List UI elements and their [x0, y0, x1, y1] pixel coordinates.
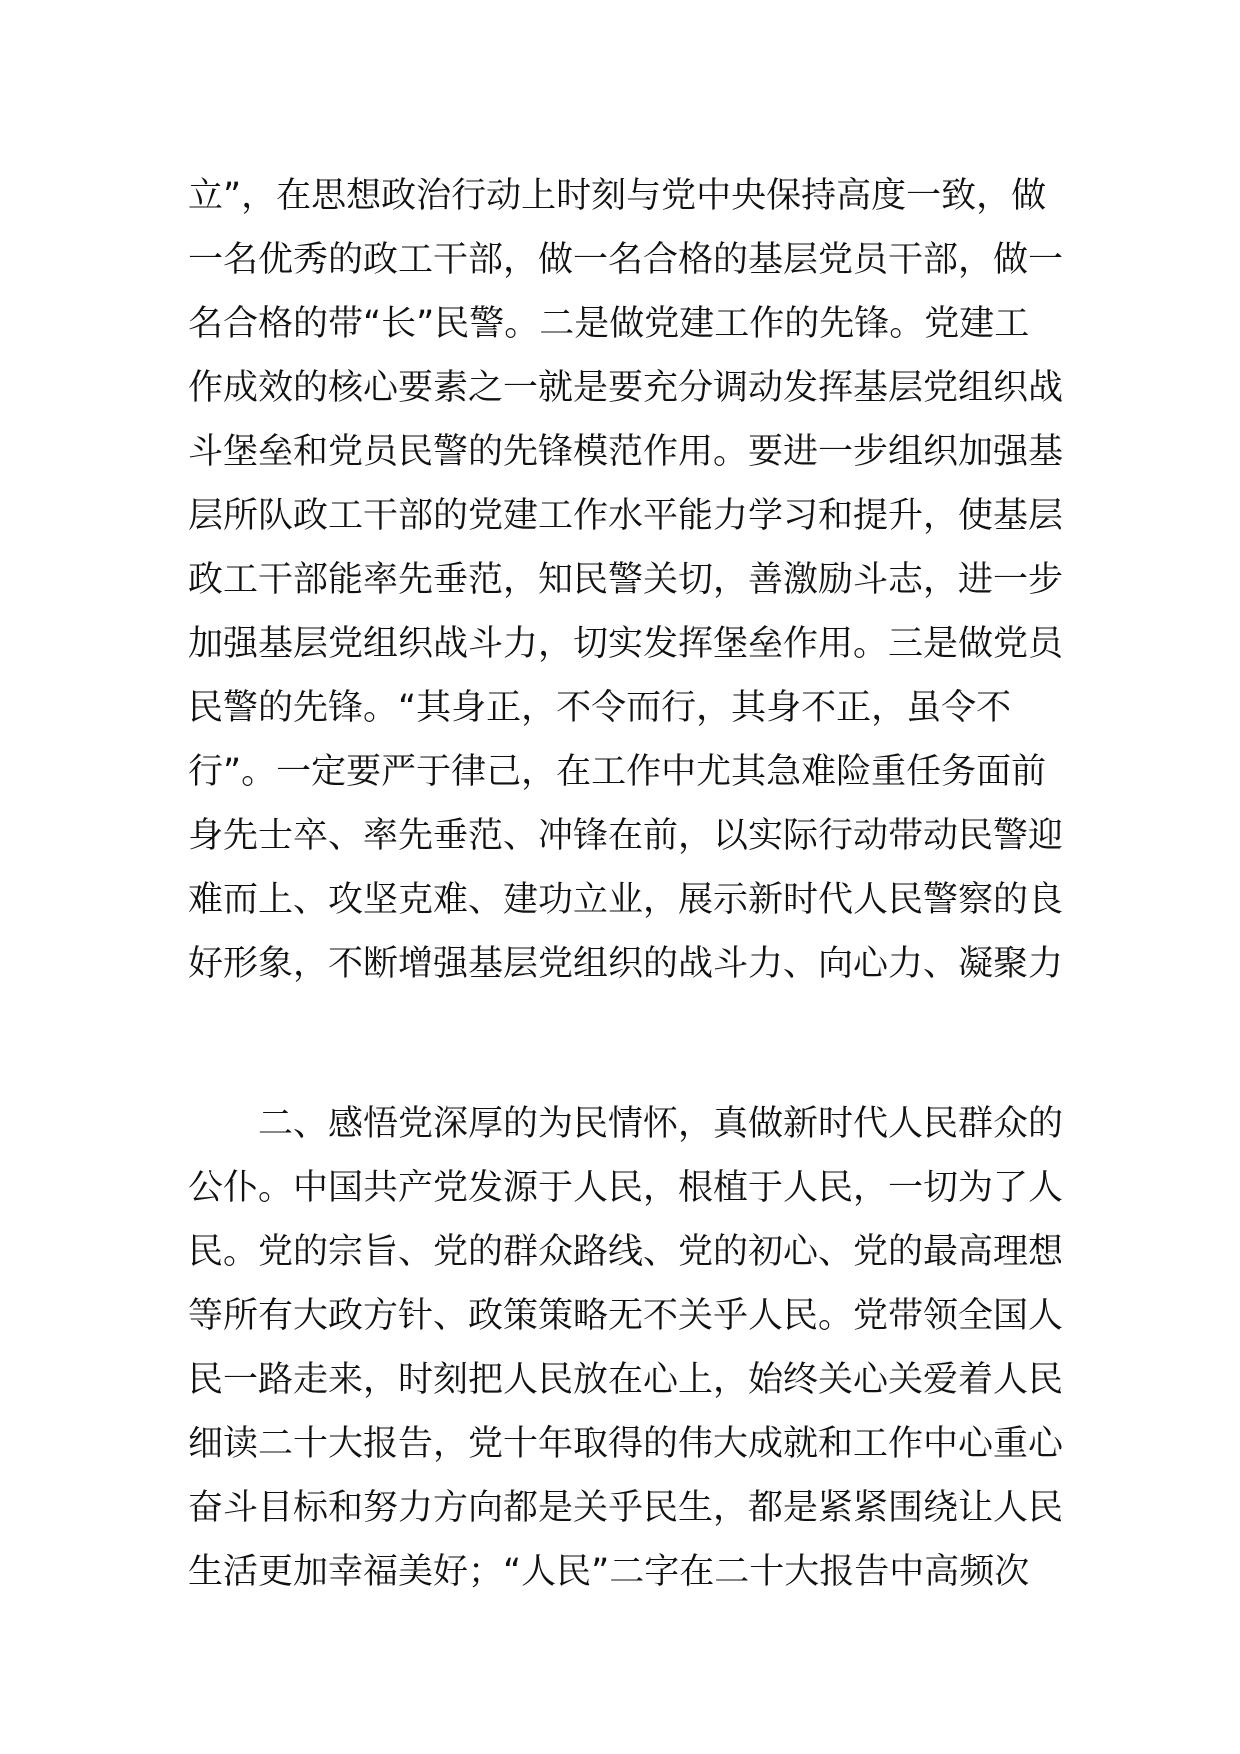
text-line: 立”，在思想政治行动上时刻与党中央保持高度一致，做 — [188, 176, 1047, 216]
text-line: 等所有大政方针、政策策略无不关乎人民。党带领全国人 — [188, 1296, 1064, 1336]
paragraph-1 — [188, 164, 1068, 996]
text-line: 公仆。中国共产党发源于人民，根植于人民，一切为了人 — [188, 1168, 1064, 1208]
text-line: 奋斗目标和努力方向都是关乎民生，都是紧紧围绕让人民 — [188, 1488, 1064, 1528]
text-line: 层所队政工干部的党建工作水平能力学习和提升，使基层 — [188, 496, 1064, 536]
text-line: 细读二十大报告，党十年取得的伟大成就和工作中心重心 — [188, 1424, 1064, 1464]
text-line: 斗堡垒和党员民警的先锋模范作用。要进一步组织加强基 — [188, 432, 1064, 472]
text-line: 行”。一定要严于律己，在工作中尤其急难险重任务面前 — [188, 752, 1047, 792]
text-line: 二、感悟党深厚的为民情怀，真做新时代人民群众的 — [188, 1104, 1064, 1144]
text-line: 一名优秀的政工干部，做一名合格的基层党员干部，做一 — [188, 240, 1064, 280]
text-line: 名合格的带“长”民警。二是做党建工作的先锋。党建工 — [188, 304, 1030, 344]
text-line: 作成效的核心要素之一就是要充分调动发挥基层党组织战 — [188, 368, 1064, 408]
text-line: 身先士卒、率先垂范、冲锋在前，以实际行动带动民警迎 — [188, 816, 1064, 856]
text-line: 好形象，不断增强基层党组织的战斗力、向心力、凝聚力 — [188, 944, 1064, 984]
text-line: 加强基层党组织战斗力，切实发挥堡垒作用。三是做党员 — [188, 624, 1064, 664]
text-line: 政工干部能率先垂范，知民警关切，善激励斗志，进一步 — [188, 560, 1064, 600]
text-line: 民。党的宗旨、党的群众路线、党的初心、党的最高理想 — [188, 1232, 1064, 1272]
text-line: 难而上、攻坚克难、建功立业，展示新时代人民警察的良 — [188, 880, 1064, 920]
paragraph-2 — [188, 1092, 1068, 1604]
text-line: 民警的先锋。“其身正，不令而行，其身不正，虽令不 — [188, 688, 1012, 728]
text-line: 民一路走来，时刻把人民放在心上，始终关心关爱着人民 — [188, 1360, 1064, 1400]
text-line: 生活更加幸福美好；“人民”二字在二十大报告中高频次 — [188, 1552, 1030, 1592]
